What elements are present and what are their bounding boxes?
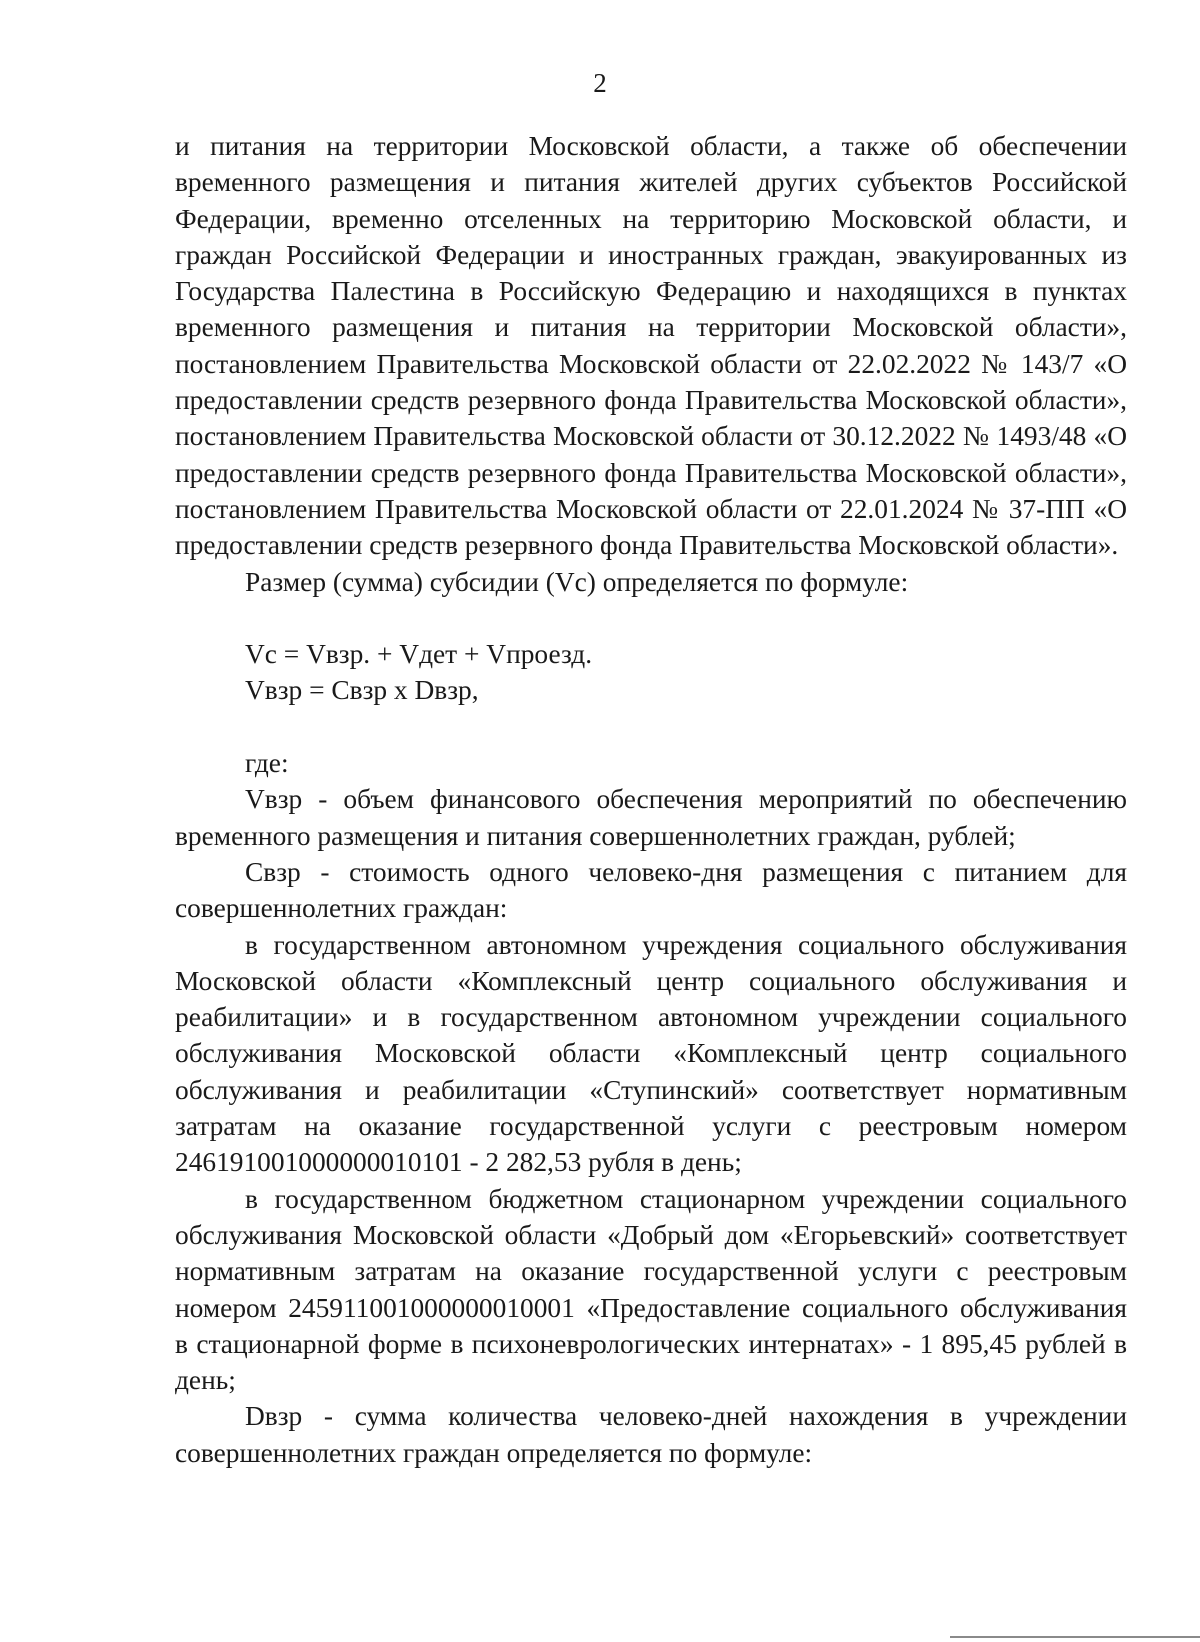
- formula-vvzr: Vвзр = Свзр x Dвзр,: [245, 675, 479, 706]
- document-body: [175, 128, 1127, 1471]
- paragraph-vvzr-definition: Vвзр - объем финансового обеспечения мероприятий по обеспечению временного размещения и питания совершеннолетних граждан, рублей;: [175, 784, 1127, 851]
- paragraph-budget-institution: в государственном бюджетном стационарном учреждении социального обслуживания Московской области «Добрый дом «Егорьевский» соответствует нормативным затратам на оказание государственной услуги с реестровым номером 245911001000000010001 «Предоставление социального обслуживания в стационарной форме в психоневрологических интернатах» - 1 895,45 рублей в день;: [175, 1183, 1127, 1396]
- paragraph-intro: и питания на территории Московской области, а также об обеспечении временного размещения и питания жителей других субъектов Российской Федерации, временно отселенных на территорию Московской области, и граждан Российской Федерации и иностранных граждан, эвакуированных из Государства Палестина в Российскую Федерацию и находящихся в пунктах временного размещения и питания на территории Московской области», постановлением Правительства Московской области от 22.02.2022 № 143/7 «О предоставлении средств резервного фонда Правительства Московской области», постановлением Правительства Московской области от 30.12.2022 № 1493/48 «О предоставлении средств резервного фонда Правительства Московской области», постановлением Правительства Московской области от 22.01.2024 № 37-ПП «О предоставлении средств резервного фонда Правительства Московской области».: [175, 131, 1127, 561]
- paragraph-dvzr-definition: Dвзр - сумма количества человеко-дней нахождения в учреждении совершеннолетних граждан определяется по формуле:: [175, 1401, 1127, 1468]
- paragraph-svzr-definition: Свзр - стоимость одного человеко-дня размещения с питанием для совершеннолетних граждан:: [175, 856, 1127, 924]
- paragraph-where: где:: [245, 748, 289, 779]
- scan-edge-line: [950, 1636, 1200, 1638]
- formula-vc: Vс = Vвзр. + Vдет + Vпроезд.: [245, 639, 593, 670]
- blank-line: [175, 600, 1127, 636]
- page-number: 2: [593, 68, 607, 98]
- blank-line: [175, 709, 1127, 745]
- paragraph-autonomous-institutions: в государственном автономном учреждения социального обслуживания Московской области «Комплексный центр социального обслуживания и реабилитации» и в государственном автономном учреждении социального обслуживания Московской области «Комплексный центр социального обслуживания и реабилитации «Ступинский» соответствует нормативным затратам на оказание государственной услуги с реестровым номером 246191001000000010101 - 2 282,53 рубля в день;: [175, 929, 1127, 1178]
- paragraph-subsidy-size: Размер (сумма) субсидии (Vс) определяется по формуле:: [245, 566, 909, 597]
